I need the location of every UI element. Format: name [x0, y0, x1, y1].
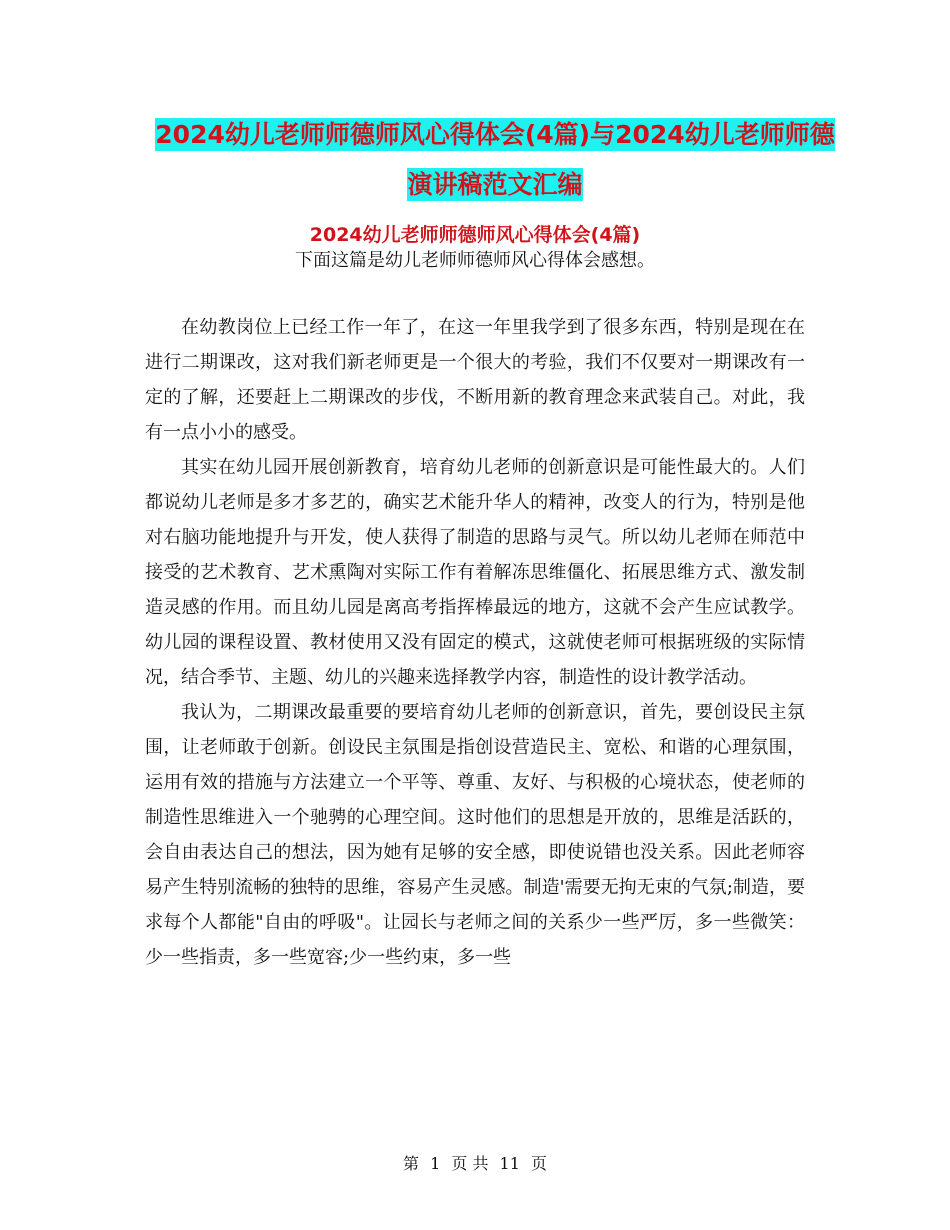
intro-line: 下面这篇是幼儿老师师德师风心得体会感想。 — [295, 250, 655, 271]
footer-page-number: 1 — [430, 1154, 441, 1173]
section-title: 2024幼儿老师师德师风心得体会(4篇) — [309, 224, 641, 246]
body-text — [145, 310, 805, 975]
footer-prefix: 第 — [402, 1154, 419, 1173]
paragraph-2: 其实在幼儿园开展创新教育，培育幼儿老师的创新意识是可能性最大的。人们都说幼儿老师是多才多艺的，确实艺术能升华人的精神，改变人的行为，特别是他对右脑功能地提升与开发，使人获得了制造的思路与灵气。所以幼儿老师在师范中接受的艺术教育、艺术熏陶对实际工作有着解冻思维僵化、拓展思维方式、激发制造灵感的作用。而且幼儿园是离高考指挥棒最远的地方，这就不会产生应试教学。幼儿园的课程设置、教材使用又没有固定的模式，这就使老师可根据班级的实际情况，结合季节、主题、幼儿的兴趣来选择教学内容，制造性的设计教学活动。 — [145, 457, 805, 688]
document-title-text: 2024幼儿老师师德师风心得体会(4篇)与2024幼儿老师师德演讲稿范文汇编 — [155, 120, 835, 199]
footer-total-pages: 11 — [499, 1154, 520, 1173]
paragraph-1: 在幼教岗位上已经工作一年了，在这一年里我学到了很多东西，特别是现在在进行二期课改，这对我们新老师更是一个很大的考验，我们不仅要对一期课改有一定的了解，还要赶上二期课改的步伐，不断用新的教育理念来武装自己。对此，我有一点小小的感受。 — [145, 317, 805, 443]
document-title — [150, 110, 840, 210]
page-footer — [0, 1152, 950, 1176]
footer-suffix: 页 — [531, 1154, 548, 1173]
paragraph-3: 我认为，二期课改最重要的要培育幼儿老师的创新意识，首先，要创设民主氛围，让老师敢于创新。创设民主氛围是指创设营造民主、宽松、和谐的心理氛围，运用有效的措施与方法建立一个平等、尊重、友好、与积极的心境状态，使老师的制造性思维进入一个驰骋的心理空间。这时他们的思想是开放的，思维是活跃的，会自由表达自己的想法，因为她有足够的安全感，即使说错也没关系。因此老师容易产生特别流畅的独特的思维，容易产生灵感。制造'需要无拘无束的气氛;制造，要求每个人都能"自由的呼吸"。让园长与老师之间的关系少一些严厉，多一些微笑：少一些指责，多一些宽容;少一些约束，多一些 — [145, 702, 805, 968]
footer-middle: 页 共 — [451, 1154, 489, 1173]
